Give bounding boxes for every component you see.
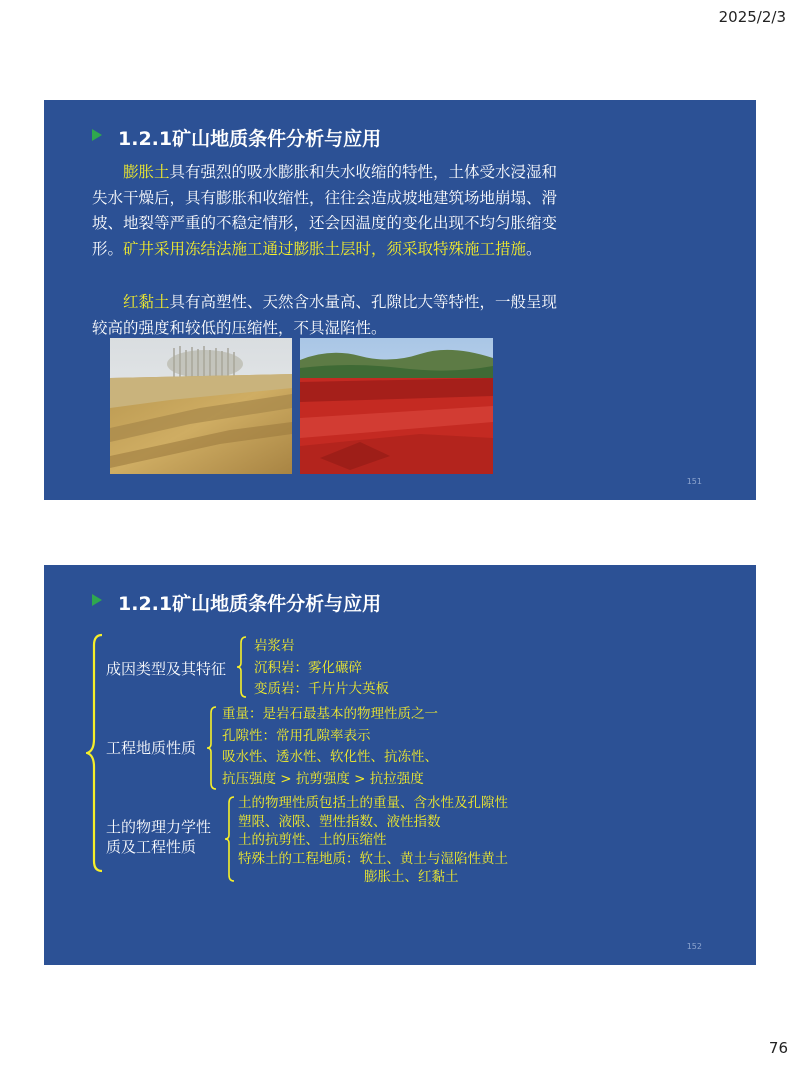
slide-151 <box>44 100 756 500</box>
paragraph-text: 具有强烈的吸水膨胀和失水收缩的特性，土体受水浸湿和失水干燥后，具有膨胀和收缩性，往往会造成坡地建筑场地崩塌、滑坡、地裂等严重的不稳定情形，还会因温度的变化出现不均匀胀缩变形。 <box>92 163 558 258</box>
arrow-bullet-icon <box>92 594 102 606</box>
arrow-bullet-icon <box>92 129 102 141</box>
page-date: 2025/2/3 <box>718 8 786 26</box>
soil-item: 土的抗剪性、土的压缩性 <box>238 832 387 848</box>
slide-number: 152 <box>686 942 702 951</box>
engineering-item: 孔隙性：常用孔隙率表示 <box>222 727 371 744</box>
soil-item: 塑限、液限、塑性指数、液性指数 <box>238 813 441 830</box>
soil-label-line1: 土的物理力学性 <box>106 818 212 836</box>
origin-items <box>254 636 389 701</box>
highlight-text: 矿井采用冻结法施工通过膨胀土层时，须采取特殊施工措施 <box>123 239 527 258</box>
origin-item: 岩浆岩 <box>254 638 295 654</box>
paragraph-end: 。 <box>526 239 542 258</box>
origin-item: 变质岩：千片片大英板 <box>254 681 389 697</box>
brace-soil <box>224 795 236 883</box>
red-clay-photo <box>300 338 493 474</box>
brace-engineering <box>206 705 218 791</box>
group-label-soil <box>106 817 211 857</box>
term-expansive-soil: 膨胀土 <box>123 163 170 181</box>
group-label-engineering: 工程地质性质 <box>106 739 197 757</box>
slide-number: 151 <box>686 477 702 486</box>
paragraph-red-clay <box>92 290 572 341</box>
engineering-item: 抗压强度 > 抗剪强度 > 抗拉强度 <box>222 770 424 787</box>
soil-item: 特殊土的工程地质：软土、黄土与湿陷性黄土 <box>238 850 508 867</box>
soil-items <box>238 794 508 887</box>
expansive-soil-photo <box>110 338 292 474</box>
soil-item: 土的物理性质包括土的重量、含水性及孔隙性 <box>238 795 508 811</box>
group-label-origin: 成因类型及其特征 <box>106 660 227 678</box>
soil-item: 膨胀土、红黏土 <box>364 869 459 885</box>
term-red-clay: 红黏土 <box>123 293 170 311</box>
paragraph-text: 具有高塑性、天然含水量高、孔隙比大等特性，一般呈现较高的强度和较低的压缩性，不具湿陷性。 <box>92 293 558 337</box>
engineering-item: 重量：是岩石最基本的物理性质之一 <box>222 706 438 722</box>
engineering-items <box>222 704 438 790</box>
engineering-item: 吸水性、透水性、软化性、抗冻性、 <box>222 749 438 765</box>
slide-title: 1.2.1矿山地质条件分析与应用 <box>118 128 382 150</box>
slide-152 <box>44 565 756 965</box>
origin-item: 沉积岩：雾化碾碎 <box>254 659 362 676</box>
paragraph-expansive-soil <box>92 160 572 262</box>
soil-label-line2: 质及工程性质 <box>106 838 197 856</box>
slide-title: 1.2.1矿山地质条件分析与应用 <box>118 593 382 615</box>
brace-origin <box>236 635 248 699</box>
main-brace <box>86 633 106 873</box>
page-number: 76 <box>768 1039 788 1057</box>
